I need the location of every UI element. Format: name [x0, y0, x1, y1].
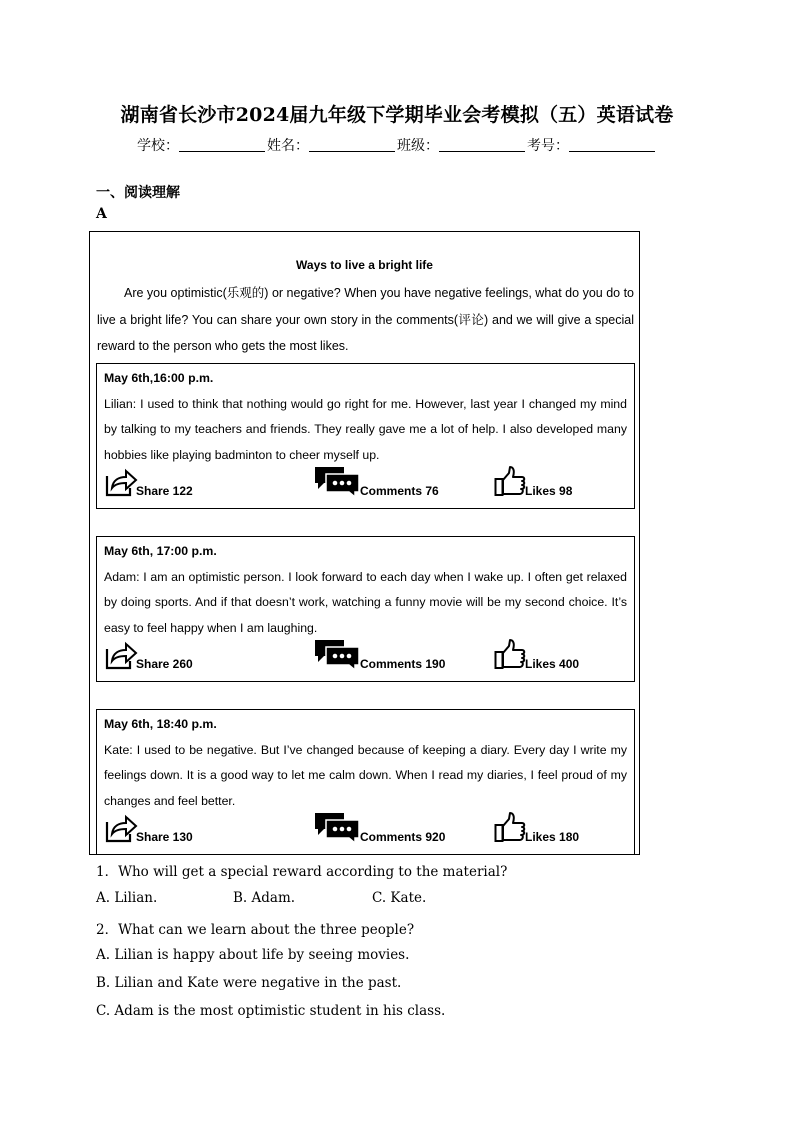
post-date: May 6th,16:00 p.m.	[104, 371, 214, 385]
likes-count: Likes 98	[525, 484, 573, 498]
name-label: 姓名：	[267, 138, 309, 154]
question-2-option-a[interactable]: A. Lilian is happy about life by seeing movies.	[96, 947, 410, 963]
question-1-options	[96, 890, 426, 906]
post-text: Lilian: I used to think that nothing would go right for me. However, last year I changed my mind by talking to my teachers and friends. They really gave me a lot of help. I also developed many hobbies like playing badminton to cheer myself up.	[104, 396, 627, 462]
question-1-stem: 1．Who will get a special reward according to the material?	[96, 864, 508, 880]
comment-post-kate	[96, 709, 635, 855]
thumbs-up-icon	[494, 811, 526, 843]
option-a[interactable]: A. Lilian.	[96, 890, 158, 906]
class-blank	[439, 137, 525, 152]
comments-icon	[314, 812, 360, 844]
class-label: 班级：	[397, 138, 439, 154]
share-icon	[104, 641, 138, 671]
section-heading: 一、阅读理解	[96, 185, 180, 201]
comments-icon	[314, 466, 360, 498]
share-count: Share 260	[136, 657, 193, 671]
likes-count: Likes 400	[525, 657, 580, 671]
thumbs-up-icon	[494, 638, 526, 670]
share-icon	[104, 468, 138, 498]
passage-intro: Are you optimistic(乐观的) or negative? When you have negative feelings, what do you do to live a bright life? You can share your own story in the comments(评论) and we will give a special reward to the person who gets the most likes.	[97, 286, 634, 353]
post-date: May 6th, 17:00 p.m.	[104, 544, 217, 558]
part-label: A	[96, 206, 107, 222]
student-info-line	[0, 135, 794, 155]
number-blank	[569, 137, 655, 152]
likes-count: Likes 180	[525, 830, 580, 844]
option-b[interactable]: B. Adam.	[233, 890, 296, 906]
post-date: May 6th, 18:40 p.m.	[104, 717, 217, 731]
comments-icon	[314, 639, 360, 671]
comments-count: Comments 76	[360, 484, 439, 498]
passage-title: Ways to live a bright life	[296, 258, 433, 272]
name-blank	[309, 137, 395, 152]
comments-count: Comments 190	[360, 657, 446, 671]
question-2-stem: 2．What can we learn about the three people?	[96, 922, 415, 938]
share-count: Share 122	[136, 484, 193, 498]
option-c[interactable]: C. Kate.	[372, 890, 427, 906]
number-label: 考号：	[527, 138, 569, 154]
post-text: Kate: I used to be negative. But I’ve changed because of keeping a diary. Every day I write my feelings down. It is a good way to let me calm down. When I read my diaries, I feel proud of my changes and feel better.	[104, 742, 627, 808]
post-text: Adam: I am an optimistic person. I look forward to each day when I wake up. I often get relaxed by doing sports. And if that doesn’t work, watching a funny movie will be my second choice. It’s easy to feel happy when I am laughing.	[104, 569, 627, 635]
comments-count: Comments 920	[360, 830, 446, 844]
comment-post-adam	[96, 536, 635, 682]
question-2-option-b[interactable]: B. Lilian and Kate were negative in the past.	[96, 975, 402, 991]
school-label: 学校：	[137, 138, 179, 154]
exam-title: 湖南省长沙市2024届九年级下学期毕业会考模拟（五）英语试卷	[120, 104, 674, 126]
school-blank	[179, 137, 265, 152]
comment-post-lilian	[96, 363, 635, 509]
share-count: Share 130	[136, 830, 193, 844]
thumbs-up-icon	[494, 465, 526, 497]
question-2-option-c[interactable]: C. Adam is the most optimistic student in his class.	[96, 1003, 446, 1019]
share-icon	[104, 814, 138, 844]
